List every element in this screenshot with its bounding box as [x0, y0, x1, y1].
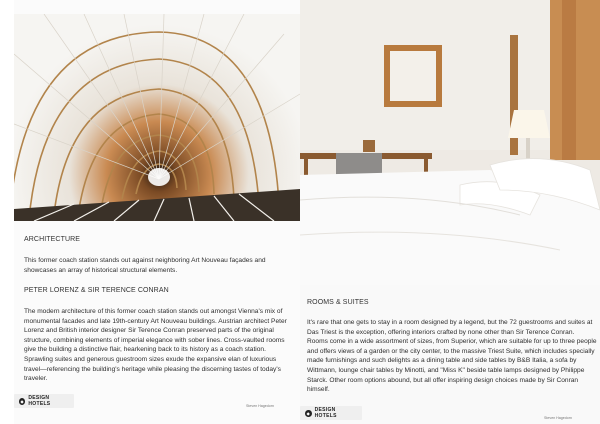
- rooms-body: It's rare that one gets to stay in a room designed by a legend, but the 72 guestrooms and suites at Das Triest is the exception, offering interiors crafted by none other than Sir Terence Conran. Rooms come in a wide assortment of sizes, from Superior, which are suitable for up to three people and offers views of a garden or the city center, to the massive Triest Suite, which includes specially made furnishings and such delights as a dining table and side tables by B&B Italia, a sofa by Wittmann, lounge chair tables by Minotti, and "Miss K" beside table lamps designed by Philippe Starck. Other room options abound, but all offer inspiring design choices made by Sir Conran himself.: [307, 319, 597, 394]
- rooms-heading: ROOMS & SUITES: [307, 299, 369, 306]
- logo-text: DESIGN HOTELS: [28, 395, 51, 407]
- design-hotels-logo[interactable]: [300, 406, 362, 420]
- logo-text: DESIGN HOTELS: [314, 407, 337, 419]
- staircase-photo: [14, 14, 300, 221]
- right-page: [300, 0, 600, 424]
- left-page: [14, 0, 300, 424]
- photo-credit: Steven Hagedorn: [246, 404, 274, 408]
- architecture-body: The modern architecture of this former coach station stands out amongst Vienna's mix of monumental facades and late 19th-century Art Nouveau buildings. Austrian architect Peter Lorenz and British interior designer Sir Terence Conran preserved parts of the original structure, combining elements of imperial elegance with sober lines. Cross-vaulted rooms give the building a distinctive flair, hearkening back to its history as a coach station. Sprawling suites and generous guestroom sizes exude the expansive elan of luxurious travel—referencing the building's heritage while pleasing the discerning tastes of today's traveler.: [24, 308, 287, 383]
- bedroom-photo: [300, 0, 600, 285]
- design-hotels-logo-icon: ◆: [306, 410, 310, 416]
- photo-credit: Steven Hagedorn: [544, 416, 572, 420]
- design-hotels-logo-icon: ◆: [20, 398, 24, 404]
- architecture-intro: This former coach station stands out against neighboring Art Nouveau façades and showcases an array of historical structural elements.: [24, 257, 266, 274]
- design-hotels-logo[interactable]: [14, 394, 74, 408]
- designers-heading: PETER LORENZ & SIR TERENCE CONRAN: [24, 287, 169, 294]
- architecture-heading: ARCHITECTURE: [24, 236, 81, 243]
